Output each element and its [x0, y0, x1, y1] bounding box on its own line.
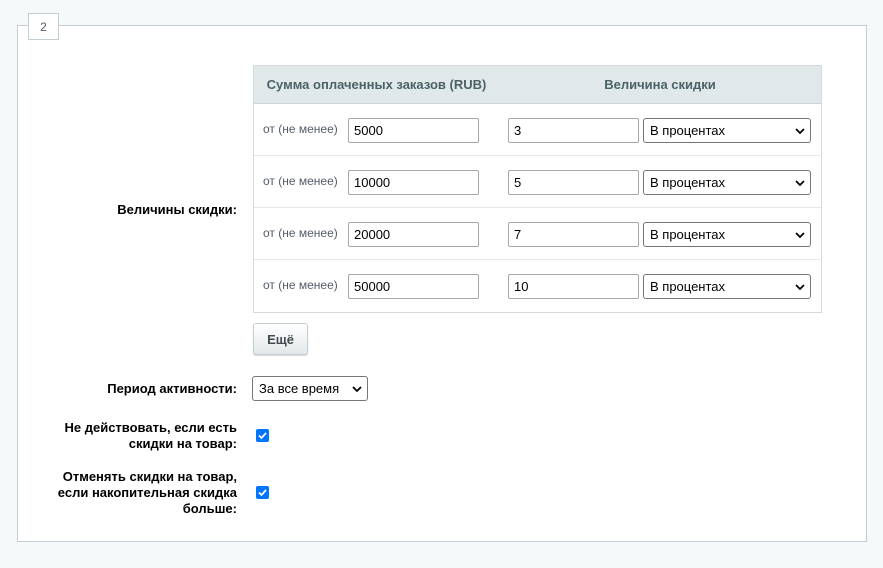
- table-row: [254, 260, 821, 312]
- table-row: [254, 208, 821, 260]
- from-label: от (не менее): [263, 226, 338, 240]
- no-apply-label-line: скидки на товар:: [128, 436, 237, 451]
- cancel-label-line: Отменять скидки на товар,: [62, 469, 237, 484]
- chevron-down-icon: [794, 281, 806, 293]
- from-label: от (не менее): [263, 278, 338, 292]
- from-label: от (не менее): [263, 174, 338, 188]
- cancel-label-line: больше:: [182, 501, 237, 516]
- cancel-label-line: если накопительная скидка: [57, 485, 237, 500]
- fieldset-number: 2: [28, 13, 59, 40]
- discount-value-input[interactable]: 10: [508, 274, 639, 299]
- discount-type-select[interactable]: [643, 170, 811, 195]
- checkmark-icon: [257, 430, 268, 441]
- discount-type-value: В процентах: [650, 227, 726, 242]
- table-header: [254, 66, 821, 104]
- activity-period-select[interactable]: [252, 376, 368, 401]
- header-discount: Величина скидки: [604, 77, 716, 92]
- discount-values-label: Величины скидки:: [117, 202, 237, 217]
- sum-input[interactable]: 20000: [348, 222, 479, 247]
- sum-input[interactable]: 5000: [348, 118, 479, 143]
- chevron-down-icon: [794, 177, 806, 189]
- sum-input[interactable]: 50000: [348, 274, 479, 299]
- table-row: [254, 104, 821, 156]
- chevron-down-icon: [794, 125, 806, 137]
- discount-type-value: В процентах: [650, 175, 726, 190]
- discount-type-value: В процентах: [650, 279, 726, 294]
- table-row: [254, 156, 821, 208]
- chevron-down-icon: [351, 383, 363, 395]
- header-sum: Сумма оплаченных заказов (RUB): [266, 77, 487, 92]
- add-more-button[interactable]: Ещё: [253, 323, 308, 355]
- discount-type-value: В процентах: [650, 123, 726, 138]
- checkmark-icon: [257, 487, 268, 498]
- no-apply-label-line: Не действовать, если есть: [64, 420, 237, 435]
- no-apply-label: [65, 420, 238, 452]
- discount-value-input[interactable]: 3: [508, 118, 639, 143]
- activity-period-label: Период активности:: [107, 381, 237, 396]
- chevron-down-icon: [794, 229, 806, 241]
- discount-table: [253, 65, 822, 313]
- cancel-checkbox[interactable]: [256, 486, 269, 499]
- from-label: от (не менее): [263, 122, 338, 136]
- discount-type-select[interactable]: [643, 222, 811, 247]
- no-apply-checkbox[interactable]: [256, 429, 269, 442]
- discount-value-input[interactable]: 5: [508, 170, 639, 195]
- discount-type-select[interactable]: [643, 274, 811, 299]
- discount-type-select[interactable]: [643, 118, 811, 143]
- discount-value-input[interactable]: 7: [508, 222, 639, 247]
- activity-period-value: За все время: [259, 381, 340, 396]
- cancel-label: [58, 469, 237, 517]
- sum-input[interactable]: 10000: [348, 170, 479, 195]
